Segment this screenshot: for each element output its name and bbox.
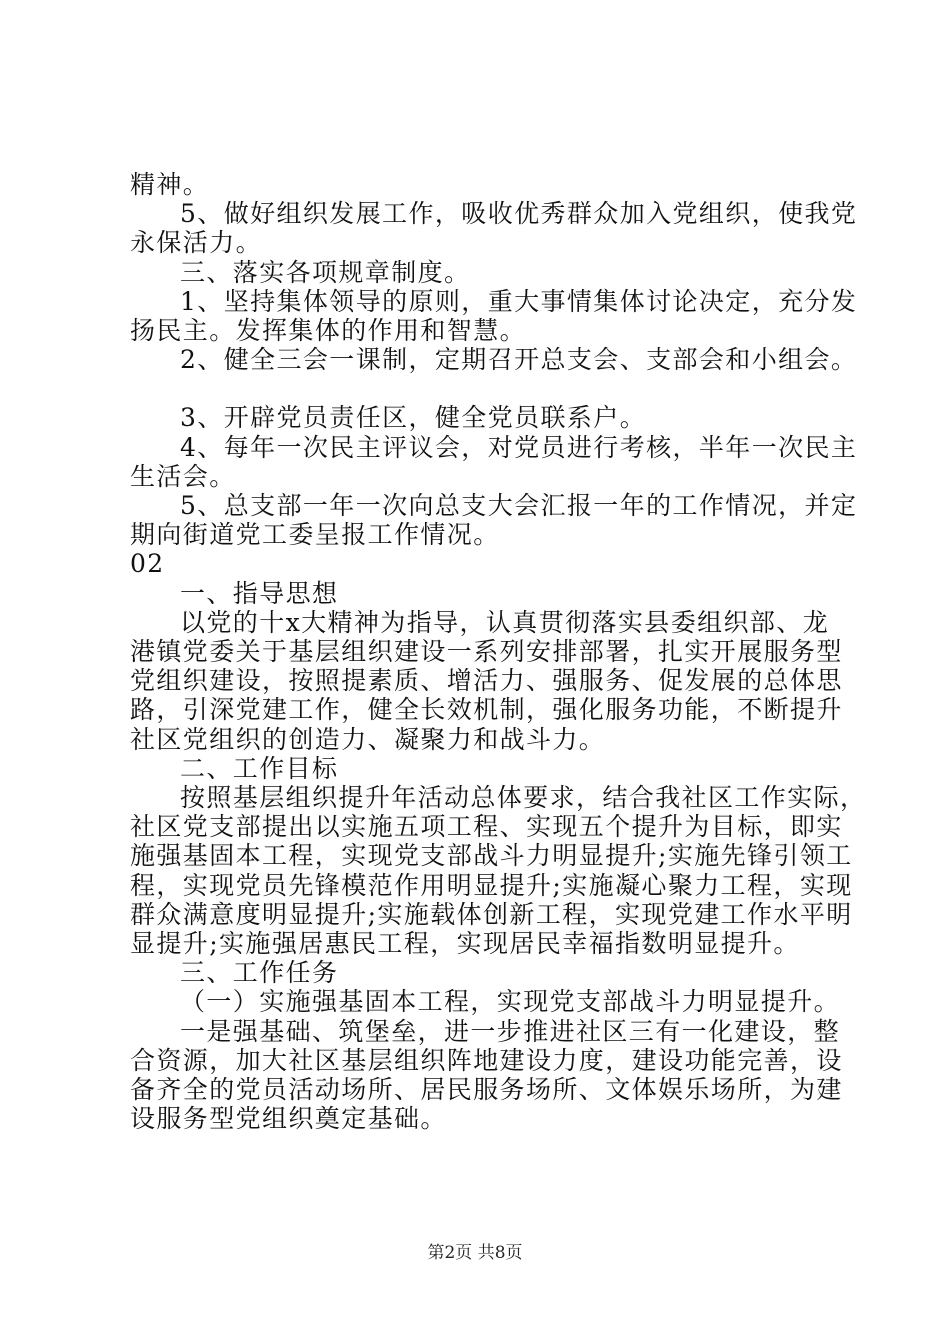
text-line: 5、做好组织发展工作，吸收优秀群众加入党组织，使我党 [180,199,858,229]
text-line: 备齐全的党员活动场所、居民服务场所、文体娱乐场所，为建 [130,1075,843,1105]
section-number: 02 [130,549,165,579]
document-body [130,170,867,1134]
section-heading: 一、指导思想 [180,578,339,608]
text-line: 社区党支部提出以实施五项工程、实现五个提升为目标，即实 [130,812,843,842]
text-line: 一是强基础、筑堡垒，进一步推进社区三有一化建设，整 [180,1016,841,1046]
text-line: 合资源，加大社区基层组织阵地建设力度，建设功能完善，设 [130,1045,843,1075]
text-line: 路，引深党建工作，健全长效机制，强化服务功能，不断提升 [130,695,843,725]
text-line: 永保活力。 [130,228,263,258]
subsection-heading: （一）实施强基固本工程，实现党支部战斗力明显提升。 [180,987,841,1017]
text-line: 以党的十x大精神为指导，认真贯彻落实县委组织部、龙 [180,607,830,637]
text-line: 设服务型党组织奠定基础。 [130,1104,447,1134]
text-line: 程，实现党员先锋模范作用明显提升;实施凝心聚力工程，实现 [130,870,853,900]
text-line: 5、总支部一年一次向总支大会汇报一年的工作情况，并定 [180,491,858,521]
text-line: 4、每年一次民主评议会，对党员进行考核，半年一次民主 [180,432,858,462]
text-line: 2、健全三会一课制，定期召开总支会、支部会和小组会。 [180,345,858,375]
page-indicator: 第2页 共8页 [427,1243,523,1263]
text-line: 党组织建设，按照提素质、增活力、强服务、促发展的总体思 [130,666,843,696]
blank-line [130,374,830,403]
section-heading: 二、工作目标 [180,753,339,783]
text-line: 期向街道党工委呈报工作情况。 [130,520,500,550]
text-line: 按照基层组织提升年活动总体要求，结合我社区工作实际， [180,783,867,813]
text-line: 施强基固本工程，实现党支部战斗力明显提升;实施先锋引领工 [130,841,853,871]
text-line: 生活会。 [130,461,236,491]
text-line: 扬民主。发挥集体的作用和智慧。 [130,316,527,346]
text-line: 社区党组织的创造力、凝聚力和战斗力。 [130,724,606,754]
section-heading: 三、落实各项规章制度。 [180,257,471,287]
text-line: 显提升;实施强居惠民工程，实现居民幸福指数明显提升。 [130,929,800,959]
text-line: 港镇党委关于基层组织建设一系列安排部署，扎实开展服务型 [130,637,843,667]
text-line: 群众满意度明显提升;实施载体创新工程，实现党建工作水平明 [130,899,853,929]
text-line: 3、开辟党员责任区，健全党员联系户。 [180,403,647,433]
text-line: 精神。 [130,170,210,199]
section-heading: 三、工作任务 [180,958,339,988]
text-line: 1、坚持集体领导的原则，重大事情集体讨论决定，充分发 [180,286,858,316]
